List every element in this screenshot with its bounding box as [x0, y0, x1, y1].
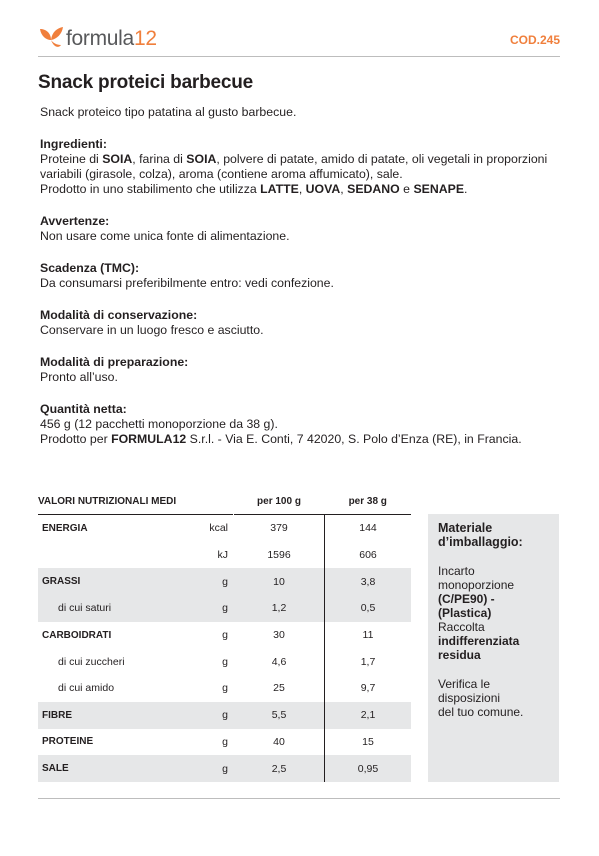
nutrient-unit: g: [222, 682, 228, 695]
packaging-line: monoporzione: [438, 578, 515, 592]
section-text: Conservare in un luogo fresco e asciutto.: [40, 323, 264, 337]
producer-info: [40, 432, 560, 447]
allergen-text: Prodotto in uno stabilimento che utilizza: [40, 182, 261, 196]
warnings-section: [40, 214, 560, 244]
nutrient-value-per38: 1,7: [325, 648, 412, 675]
packaging-line: del tuo comune.: [438, 705, 524, 719]
section-text: Da consumarsi preferibilmente entro: vedi confezione.: [40, 276, 334, 290]
nutrient-unit: g: [188, 755, 234, 782]
nutrition-row: [38, 755, 411, 782]
nutrient-value-per100: 1596: [234, 542, 325, 569]
nutrient-name: PROTEINE: [42, 736, 94, 748]
nutrition-row: [38, 702, 411, 729]
brand-logo: [38, 22, 157, 52]
product-title: Snack proteici barbecue: [38, 72, 254, 93]
nutrition-header-per38: per 38 g: [348, 495, 387, 507]
logo-text: [66, 27, 157, 51]
nutrient-name: di cui zuccheri: [58, 655, 125, 668]
packaging-line: Verifica le: [438, 677, 491, 691]
section-text: 456 g (12 pacchetti monoporzione da 38 g).: [40, 417, 278, 431]
nutrient-value-per100: 30: [234, 622, 325, 649]
nutrient-value-per100: 5,5: [234, 702, 325, 729]
packaging-material-code: (C/PE90) - (Plastica): [438, 592, 495, 620]
logo-text-main: formula: [66, 27, 134, 50]
section-label: Quantità netta:: [40, 402, 127, 416]
nutrition-header-row: [38, 488, 411, 515]
nutrient-name: SALE: [38, 755, 188, 782]
nutrient-value-per38: 0,5: [325, 595, 412, 622]
allergen-notice: [40, 182, 560, 197]
ingredients-part: Proteine di: [40, 152, 103, 166]
nutrition-row: [38, 515, 411, 542]
nutrient-value-per38: 606: [325, 542, 412, 569]
nutrient-value-per38: 144: [325, 515, 412, 542]
nutrient-value-per100: 25: [234, 675, 325, 702]
logo-text-num: 12: [133, 27, 157, 50]
nutrition-header-per100: per 100 g: [257, 495, 301, 507]
section-label: Modalità di conservazione:: [40, 308, 198, 322]
nutrient-unit: g: [222, 629, 228, 642]
nutrition-table: [38, 488, 411, 782]
nutrient-value-per38: 0,95: [325, 755, 412, 782]
allergen-senape: SENAPE: [413, 182, 465, 196]
nutrient-name: ENERGIA: [42, 522, 88, 534]
product-description: Snack proteico tipo patatina al gusto barbecue.: [40, 105, 297, 119]
bottom-divider: [38, 798, 560, 799]
allergen-sedano: SEDANO: [347, 182, 400, 196]
storage-section: [40, 308, 560, 338]
nutrient-value-per100: 1,2: [234, 595, 325, 622]
section-text: Non usare come unica fonte di alimentazione.: [40, 229, 290, 243]
packaging-line: Raccolta: [438, 620, 485, 634]
section-label: Modalità di preparazione:: [40, 355, 189, 369]
nutrient-value-per100: 4,6: [234, 648, 325, 675]
packaging-disposal: indifferenziata: [438, 634, 520, 648]
leaf-icon: [38, 24, 64, 50]
ingredients-part: , farina di: [132, 152, 187, 166]
nutrient-value-per100: 379: [234, 515, 325, 542]
nutrition-row: [38, 622, 411, 649]
ingredients-part: , polvere di patate, amido di patate, oli vegetali in proporzioni variabili (girasole, colza), aroma (contiene aroma affumicato), sale.: [40, 152, 548, 181]
packaging-title-line: Materiale: [438, 521, 493, 535]
allergen-soia: SOIA: [186, 152, 217, 166]
nutrition-row: [38, 542, 411, 569]
nutrient-name: GRASSI: [38, 568, 188, 595]
header: [38, 22, 560, 58]
nutrient-value-per100: 10: [234, 568, 325, 595]
quantity-section: [40, 402, 560, 432]
nutrient-name: FIBRE: [38, 702, 188, 729]
packaging-line: Incarto: [438, 564, 475, 578]
nutrient-value-per38: 3,8: [325, 568, 412, 595]
allergen-text: ,: [340, 182, 348, 196]
allergen-text: .: [464, 182, 468, 196]
preparation-section: [40, 355, 560, 385]
allergen-text: e: [399, 182, 414, 196]
nutrient-unit: kJ: [217, 549, 228, 562]
allergen-uova: UOVA: [305, 182, 341, 196]
packaging-disposal: residua: [438, 648, 481, 662]
nutrient-value-per100: 40: [234, 729, 325, 756]
packaging-line: disposizioni: [438, 691, 501, 705]
producer-prefix: Prodotto per: [40, 432, 112, 446]
expiry-section: [40, 261, 560, 291]
packaging-material: [438, 564, 549, 662]
nutrient-value-per38: 2,1: [325, 702, 412, 729]
nutrition-row: [38, 595, 411, 622]
packaging-title-line: d’imballaggio:: [438, 535, 523, 549]
nutrition-row: [38, 675, 411, 702]
nutrition-row: [38, 568, 411, 595]
section-label: Scadenza (TMC):: [40, 261, 140, 275]
product-info: [40, 105, 560, 447]
nutrition-rows: [38, 515, 411, 782]
allergen-soia: SOIA: [102, 152, 133, 166]
packaging-note: [438, 677, 549, 719]
section-text: Pronto all’uso.: [40, 370, 118, 384]
allergen-text: ,: [298, 182, 306, 196]
nutrient-unit: g: [188, 702, 234, 729]
ingredients-label: Ingredienti:: [40, 137, 107, 151]
nutrient-value-per38: 9,7: [325, 675, 412, 702]
nutrition-row: [38, 648, 411, 675]
nutrient-value-per38: 11: [325, 622, 412, 649]
nutrient-unit: kcal: [209, 522, 228, 535]
product-code: COD.245: [509, 33, 560, 47]
nutrient-unit: g: [188, 595, 234, 622]
top-divider: [38, 56, 560, 57]
ingredients-section: [40, 137, 560, 197]
producer-address: S.r.l. - Via E. Conti, 7 42020, S. Polo d’Enza (RE), in Francia.: [186, 432, 522, 446]
nutrient-unit: g: [188, 568, 234, 595]
nutrient-name: CARBOIDRATI: [42, 629, 112, 641]
nutrient-name: di cui amido: [58, 682, 115, 695]
nutrient-value-per100: 2,5: [234, 755, 325, 782]
nutrient-name: di cui saturi: [38, 595, 188, 622]
section-label: Avvertenze:: [40, 214, 110, 228]
nutrient-value-per38: 15: [325, 729, 412, 756]
nutrient-unit: g: [222, 735, 228, 748]
nutrient-unit: g: [222, 655, 228, 668]
packaging-box: [428, 514, 559, 782]
packaging-title: [438, 521, 549, 549]
producer-brand: FORMULA12: [111, 432, 187, 446]
nutrition-row: [38, 729, 411, 756]
nutrition-header-name: VALORI NUTRIZIONALI MEDI: [38, 495, 177, 507]
allergen-latte: LATTE: [260, 182, 299, 196]
nutrient-name: [38, 542, 188, 569]
ingredients-text: [40, 152, 560, 182]
